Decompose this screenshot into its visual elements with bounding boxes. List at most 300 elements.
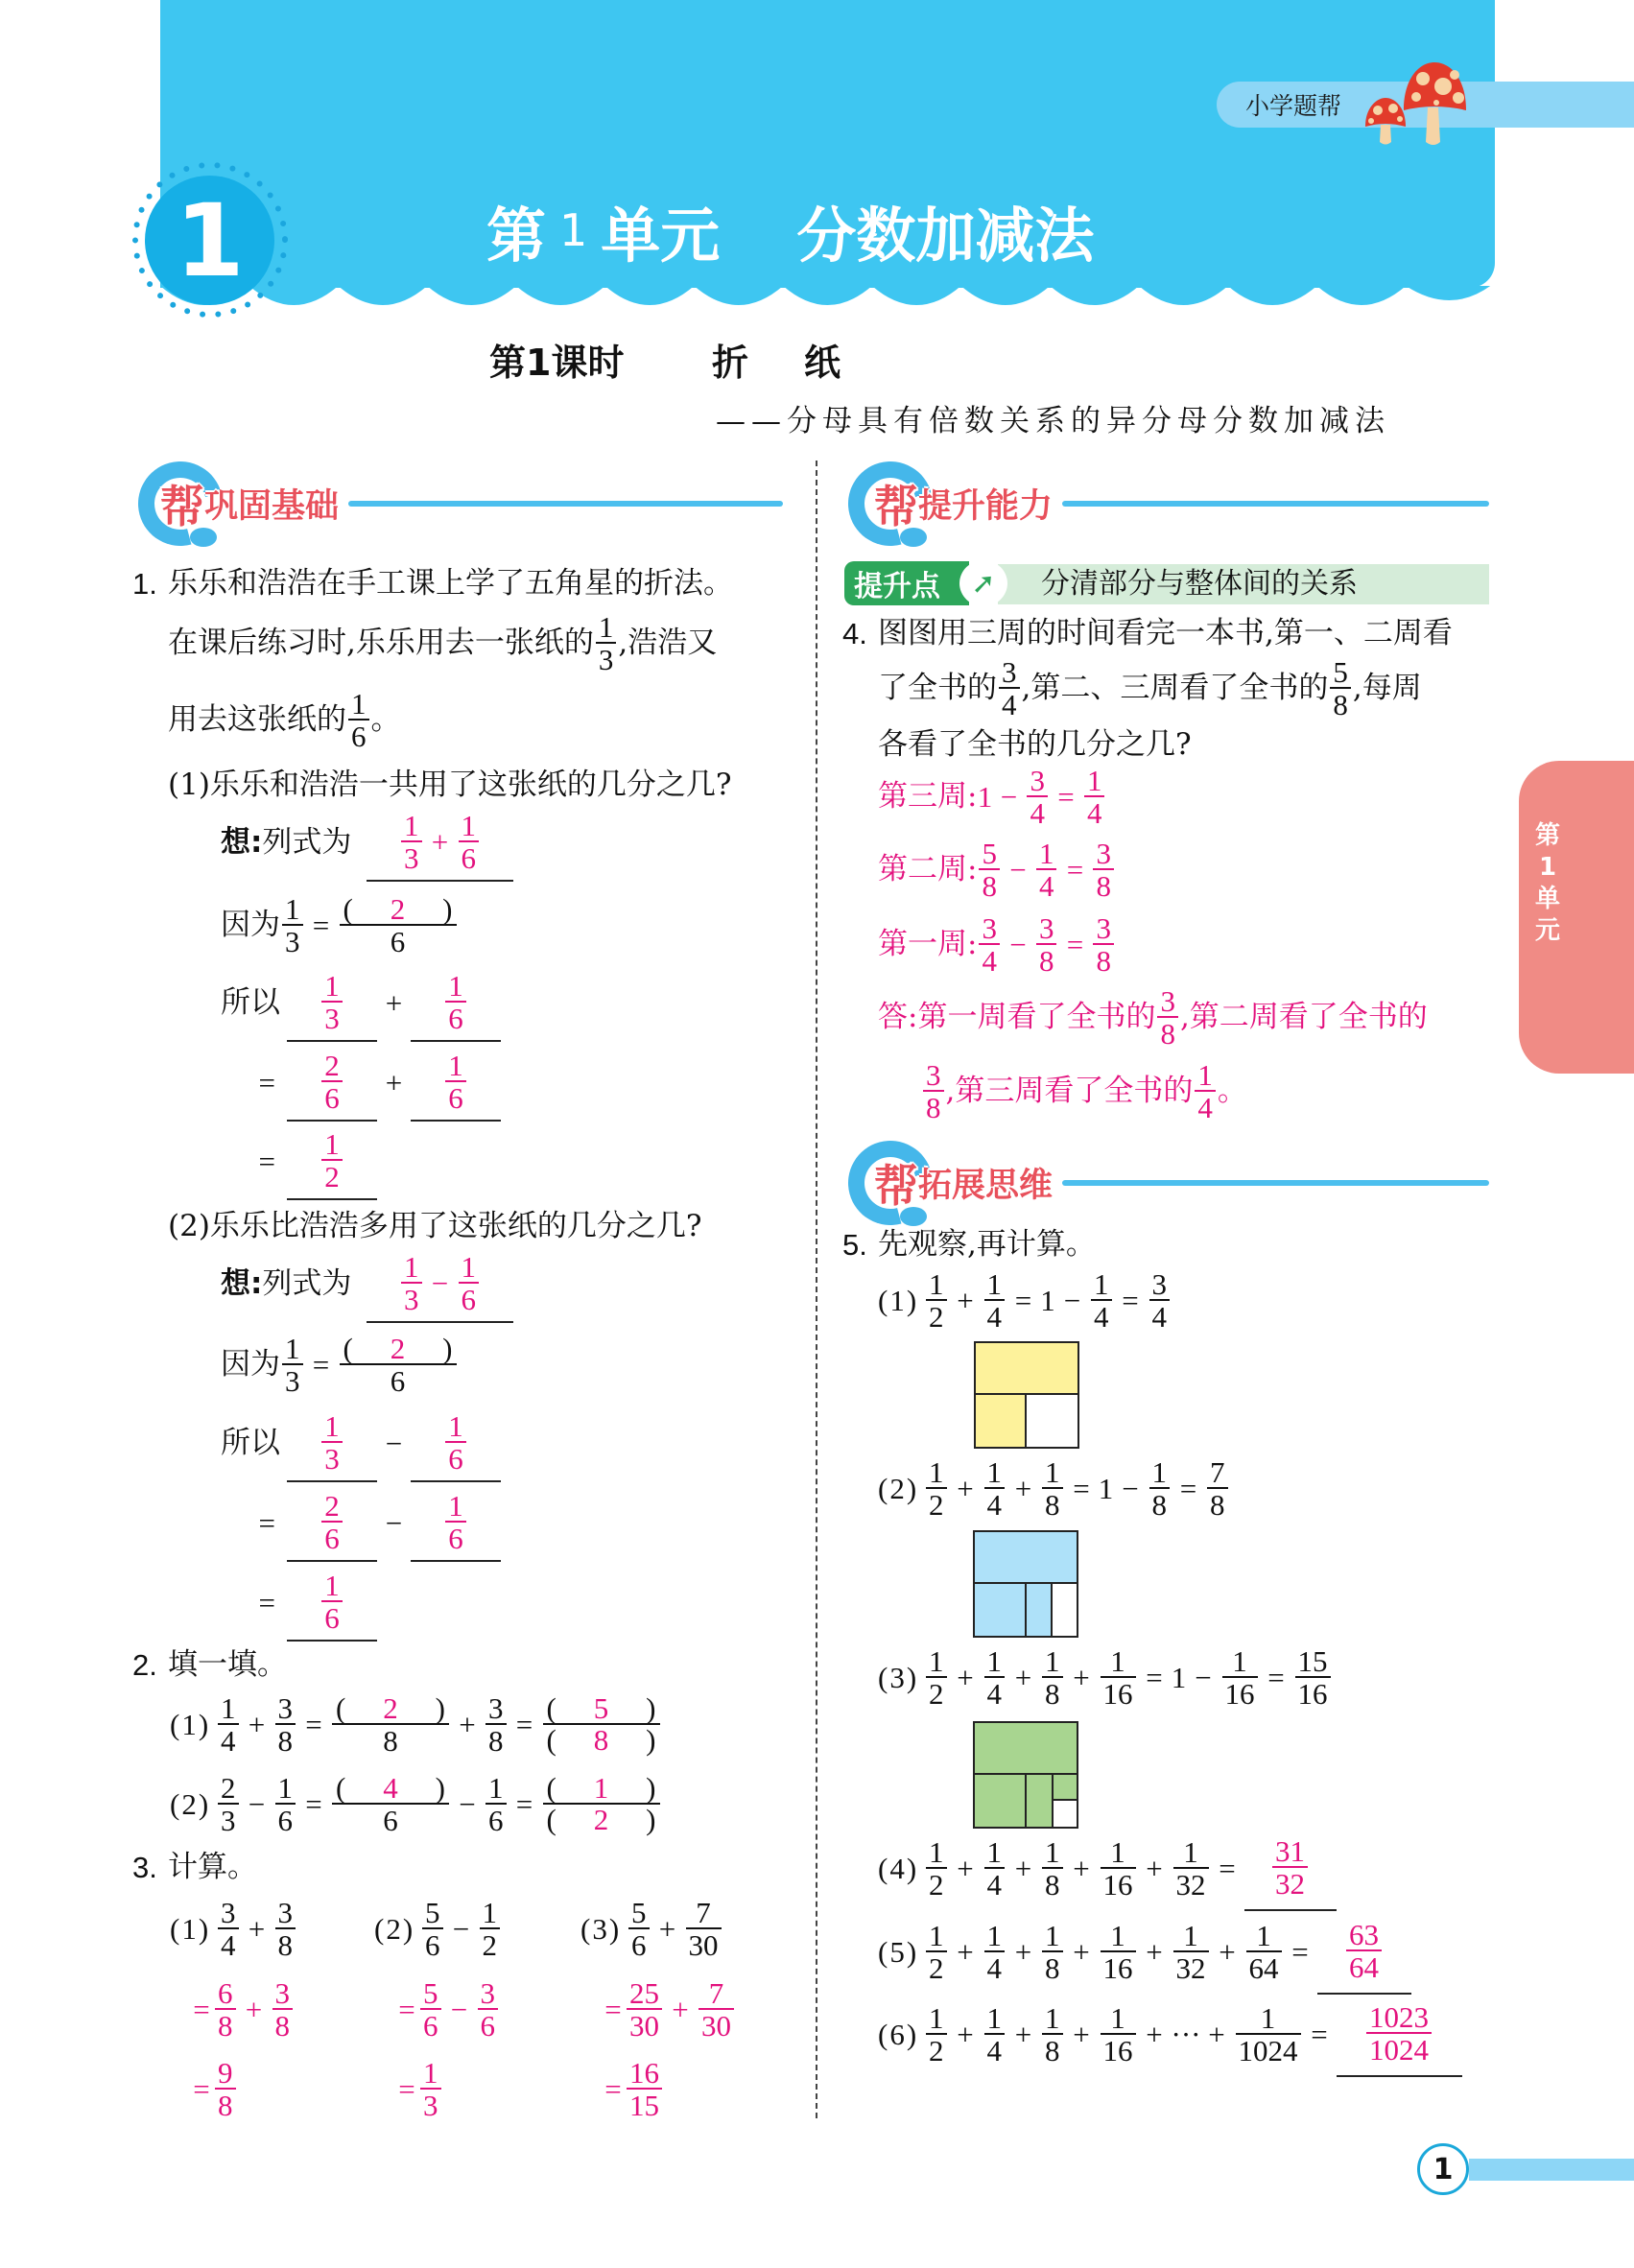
- left-paren: (: [343, 1331, 353, 1365]
- operator: +: [957, 1660, 974, 1694]
- numerator: 5: [628, 1898, 650, 1929]
- denominator: 6: [488, 1803, 504, 1837]
- numerator: 1: [282, 1334, 303, 1365]
- equals-sign: =: [258, 1585, 275, 1619]
- numerator: 3: [275, 1898, 296, 1929]
- operator: +: [1014, 1851, 1032, 1885]
- fraction: [218, 1690, 239, 1758]
- item-label: (5): [878, 1934, 919, 1969]
- denominator: 4: [1038, 868, 1054, 903]
- fraction: [459, 808, 480, 875]
- fraction: [215, 1975, 236, 2043]
- numerator: 1: [984, 1269, 1006, 1301]
- question-text: 先观察,再计算。: [878, 1226, 1096, 1262]
- operator: +: [385, 1065, 403, 1099]
- diagram-half: [975, 1532, 1077, 1584]
- numerator: 1: [445, 971, 466, 1003]
- operator: −: [248, 1786, 266, 1821]
- fraction: [926, 1266, 947, 1334]
- q5-item-5: [878, 1908, 1411, 1995]
- answer-blank: [287, 1404, 377, 1482]
- lesson-number: 第1课时: [489, 342, 625, 384]
- numerator-answer: 4: [383, 1770, 398, 1805]
- item-label: (1): [170, 1911, 211, 1946]
- operator: +: [1014, 1660, 1032, 1694]
- equals-sign: =: [258, 1065, 275, 1099]
- denominator: 2: [929, 1950, 944, 1985]
- fraction: [321, 1568, 343, 1635]
- fraction: [321, 968, 343, 1035]
- fraction: [686, 1895, 722, 1962]
- numerator: 3: [979, 913, 1000, 945]
- question-text: 各看了全书的几分之几?: [878, 726, 1192, 762]
- fraction: [1272, 1833, 1308, 1901]
- solution-label: 第三周:: [878, 778, 978, 814]
- ellipsis: ···: [1171, 2017, 1201, 2051]
- left-paren: (: [546, 1771, 557, 1805]
- numerator: 16: [627, 2058, 662, 2090]
- denominator: 4: [986, 1950, 1002, 1985]
- answer-blank: [1337, 1991, 1462, 2077]
- fraction: [459, 1249, 480, 1316]
- diagram-half: [976, 1343, 1077, 1395]
- fraction: [1101, 1643, 1136, 1711]
- page-number: 1: [1417, 2143, 1469, 2195]
- numerator: 1: [401, 1252, 422, 1284]
- operator: +: [1146, 1851, 1163, 1885]
- q5-item-2: [878, 1450, 1230, 1526]
- denominator: 4: [986, 1867, 1002, 1902]
- denominator-answer: 2: [593, 1803, 609, 1836]
- right-paren: ): [646, 1723, 656, 1757]
- denominator: 3: [423, 2088, 438, 2122]
- numerator: 2: [218, 1773, 239, 1805]
- answer-blank: [411, 1404, 501, 1482]
- equals-sign: =: [1066, 927, 1084, 961]
- diagram-quarter: [975, 1584, 1027, 1636]
- numerator: 5: [422, 1898, 443, 1929]
- operator: −: [1009, 852, 1027, 886]
- q4-solution-week1: [878, 906, 1116, 982]
- unit-title-topic: 分数加减法: [796, 200, 1095, 271]
- numerator: 1: [926, 1269, 947, 1301]
- denominator: 8: [218, 2088, 233, 2122]
- answer-blank: [411, 963, 501, 1042]
- numerator: 3: [1149, 1269, 1171, 1301]
- fraction: [596, 609, 617, 676]
- numerator: 1: [984, 2003, 1006, 2035]
- numerator: 1: [1042, 2003, 1063, 2035]
- denominator: 8: [982, 868, 997, 903]
- q3-item-1-problem: [170, 1890, 297, 1967]
- answer-blank: [287, 1043, 377, 1122]
- denominator: 8: [274, 2008, 290, 2043]
- fraction: [984, 1918, 1006, 1985]
- numerator: 1: [1246, 1921, 1282, 1952]
- numerator: 3: [1157, 986, 1178, 1018]
- denominator: 15: [629, 2088, 659, 2122]
- operator: +: [1073, 2017, 1090, 2051]
- right-paren: ): [435, 1770, 445, 1805]
- sub-question-text: (2)乐乐比浩浩多用了这张纸的几分之几?: [168, 1208, 702, 1243]
- left-paren: (: [546, 1691, 557, 1725]
- denominator: 6: [390, 924, 406, 958]
- q3-item-2-step: [395, 1971, 500, 2047]
- fraction: [627, 2055, 662, 2122]
- fraction: [445, 1488, 466, 1555]
- answer-text: ,第二周看了全书的: [1179, 999, 1428, 1034]
- denominator: 6: [448, 1001, 463, 1035]
- fraction: [1246, 1918, 1282, 1985]
- answer-blank: [1244, 1825, 1337, 1911]
- equals-sign: =: [1066, 852, 1084, 886]
- numerator: 7: [686, 1898, 722, 1929]
- operator: +: [1073, 1660, 1090, 1694]
- numerator: 5: [979, 839, 1000, 870]
- fraction: [401, 1249, 422, 1316]
- operator: +: [1014, 1934, 1032, 1969]
- lesson-name-char: 纸: [804, 342, 841, 384]
- denominator: 64: [1248, 1950, 1279, 1985]
- q3-item-2-result: [395, 2050, 443, 2127]
- q1-line-2: [168, 604, 717, 681]
- numerator: 2: [321, 1491, 343, 1523]
- fraction: [422, 1895, 443, 1962]
- operator: +: [1219, 1934, 1236, 1969]
- fraction: [1207, 1454, 1228, 1522]
- fraction: [926, 1918, 947, 1985]
- numerator: 1: [1195, 1060, 1216, 1092]
- denominator: 30: [701, 2008, 731, 2043]
- denominator: 3: [324, 1001, 340, 1035]
- equals-sign: =: [1311, 2017, 1328, 2051]
- numerator: 9: [215, 2058, 236, 2090]
- item-label: (2): [170, 1786, 211, 1821]
- operator: +: [1014, 1471, 1032, 1505]
- denominator: [543, 1725, 660, 1755]
- numerator: 3: [218, 1898, 239, 1929]
- item-label: (3): [878, 1660, 919, 1694]
- fraction-diagram-blue: [973, 1530, 1078, 1638]
- fraction: [1149, 1266, 1171, 1334]
- think-text: 列式为: [262, 824, 352, 860]
- numerator: [340, 891, 457, 926]
- section-rule: [1062, 1180, 1489, 1186]
- q5-item-6: [878, 1991, 1462, 2077]
- fraction-diagram-green: [973, 1721, 1078, 1829]
- section-title: 提升能力: [918, 487, 1054, 526]
- fraction: [984, 1454, 1006, 1522]
- right-paren: ): [646, 1771, 656, 1805]
- numerator: 1: [1101, 1837, 1136, 1869]
- fraction: [218, 1770, 239, 1837]
- question-text: 乐乐和浩浩在手工课上学了五角星的折法。: [168, 565, 733, 601]
- fraction: [282, 891, 303, 958]
- diagram-eighth: [1027, 1584, 1053, 1636]
- numerator: 31: [1272, 1836, 1308, 1868]
- fraction: [275, 1770, 296, 1837]
- think-label: [221, 1265, 367, 1301]
- right-paren: ): [442, 891, 453, 926]
- numerator: 3: [923, 1060, 944, 1092]
- fraction: [485, 1690, 507, 1758]
- denominator: 4: [1002, 687, 1017, 721]
- numerator: 63: [1346, 1920, 1382, 1951]
- section-header-improve: [844, 459, 1489, 549]
- operator: +: [957, 1471, 974, 1505]
- denominator: 8: [1160, 1016, 1175, 1051]
- fraction: [420, 1975, 441, 2043]
- denominator: 8: [926, 1090, 941, 1124]
- equals-sign: =: [1291, 1934, 1309, 1969]
- operator: +: [1014, 2017, 1032, 2051]
- fraction: [627, 1975, 662, 2043]
- question-text: 用去这张纸的: [168, 701, 346, 737]
- equals-sign: =: [1179, 1471, 1197, 1505]
- item-label: (4): [878, 1851, 919, 1885]
- lesson-subtitle-text: ——分母具有倍数关系的异分母分数加减法: [716, 403, 1390, 438]
- denominator: 4: [986, 1487, 1002, 1522]
- fraction: [1173, 1834, 1209, 1902]
- operator: +: [1146, 2017, 1163, 2051]
- denominator: 8: [1333, 687, 1348, 721]
- denominator: [543, 1805, 660, 1834]
- think-label: [221, 824, 367, 860]
- numerator: 6: [215, 1978, 236, 2010]
- denominator-answer: 8: [593, 1723, 609, 1757]
- fraction: [628, 1895, 650, 1962]
- denominator: 8: [1096, 868, 1111, 903]
- equals-sign: =: [1057, 779, 1075, 814]
- lesson-title: [489, 338, 624, 388]
- operator: −: [1063, 1283, 1081, 1317]
- denominator: 8: [488, 1723, 504, 1758]
- denominator: 8: [218, 2008, 233, 2043]
- numerator: 1: [321, 971, 343, 1003]
- numerator: 1: [445, 1491, 466, 1523]
- denominator: 4: [986, 1676, 1002, 1711]
- numerator: 1: [321, 1129, 343, 1161]
- denominator: 4: [986, 2033, 1002, 2067]
- numerator-answer: 2: [390, 1331, 406, 1365]
- numerator: [332, 1770, 449, 1805]
- item-label: (6): [878, 2017, 919, 2051]
- fraction: [1101, 1918, 1136, 1985]
- denominator: 3: [404, 1282, 419, 1316]
- numerator: 5: [420, 1978, 441, 2010]
- denominator: 4: [221, 1723, 236, 1758]
- operator: +: [1073, 1934, 1090, 1969]
- denominator: 8: [277, 1927, 293, 1962]
- denominator: 2: [929, 2033, 944, 2067]
- fraction: [1042, 1918, 1063, 1985]
- fraction: [1101, 2000, 1136, 2067]
- numerator: 3: [1036, 913, 1057, 945]
- operator: −: [385, 1426, 403, 1460]
- fraction: [1036, 910, 1057, 978]
- numerator: 1: [1091, 1269, 1112, 1301]
- fraction: [1366, 1999, 1432, 2067]
- q5-item-1: [878, 1262, 1172, 1338]
- answer-blank: [367, 803, 513, 882]
- denominator: 4: [1030, 795, 1045, 830]
- question-number: 4.: [842, 616, 867, 650]
- denominator: 2: [929, 1487, 944, 1522]
- fraction: [321, 1126, 343, 1193]
- operator: −: [431, 1265, 449, 1300]
- numerator-answer: 2: [383, 1690, 398, 1725]
- numerator: 3: [999, 657, 1020, 689]
- denominator: 3: [221, 1803, 236, 1837]
- denominator: 8: [383, 1723, 398, 1758]
- fraction: [480, 1895, 501, 1962]
- numerator: 1: [926, 1921, 947, 1952]
- q3-item-3-result: [602, 2050, 664, 2127]
- question-text: 在课后练习时,乐乐用去一张纸的: [168, 625, 594, 660]
- equals-sign: =: [604, 2071, 622, 2106]
- numerator: [543, 1773, 660, 1805]
- equals-sign: =: [258, 1505, 275, 1540]
- question-number: 2.: [132, 1647, 157, 1682]
- denominator: 16: [1224, 1676, 1255, 1711]
- denominator: 2: [324, 1159, 340, 1193]
- answer-blank: [367, 1244, 513, 1323]
- denominator: 16: [1102, 1950, 1133, 1985]
- numerator: 1: [1173, 1921, 1209, 1952]
- numerator: 1: [1101, 1646, 1136, 1678]
- sub-question-text: (1)乐乐和浩浩一共用了这张纸的几分之几?: [168, 767, 732, 802]
- lesson-name: [712, 338, 841, 388]
- equals-sign: =: [1122, 1283, 1139, 1317]
- denominator: 6: [461, 1282, 476, 1316]
- denominator: 16: [1297, 1676, 1328, 1711]
- column-divider: [816, 461, 817, 2118]
- answer-blank: [411, 1043, 501, 1122]
- denominator: 6: [390, 1363, 406, 1398]
- numerator: 1: [1084, 766, 1105, 797]
- numerator: 1: [984, 1837, 1006, 1869]
- left-paren: (: [546, 1803, 557, 1836]
- fraction: [926, 2000, 947, 2067]
- denominator: 8: [1045, 2033, 1060, 2067]
- fraction: [699, 1975, 734, 2043]
- operator: +: [1073, 1851, 1090, 1885]
- section-header-basic: [134, 459, 783, 549]
- section-mark: 帮: [874, 1160, 918, 1212]
- operator: +: [1208, 2017, 1225, 2051]
- item-label: (1): [170, 1707, 211, 1741]
- operator: −: [452, 1911, 470, 1946]
- numerator: 1: [984, 1921, 1006, 1952]
- numerator: 1023: [1366, 2002, 1432, 2034]
- question-text: 图图用三周的时间看完一本书,第一、二周看: [878, 615, 1453, 650]
- equals-sign: =: [1146, 1660, 1163, 1694]
- fraction: [1236, 2000, 1301, 2067]
- fraction: [321, 1048, 343, 1115]
- fraction: [275, 1895, 296, 1962]
- tab-char: 1: [1538, 853, 1557, 882]
- fraction: [1173, 1918, 1209, 1985]
- denominator: 2: [929, 1867, 944, 1902]
- left-paren: (: [343, 891, 353, 926]
- whole-number: 1: [1098, 1471, 1114, 1505]
- q1-part2-so-row-1: [221, 1404, 501, 1482]
- equals-sign: =: [1073, 1471, 1090, 1505]
- q4-solution-week3: [878, 758, 1106, 835]
- fill-in-fraction: [543, 1773, 660, 1834]
- denominator: 32: [1175, 1867, 1206, 1902]
- equals-sign: =: [604, 1992, 622, 2026]
- fill-in-fraction: [332, 1770, 449, 1837]
- numerator: 1: [459, 811, 480, 842]
- fraction: [979, 910, 1000, 978]
- q4-answer-line-1: [878, 979, 1428, 1055]
- numerator-answer: 5: [593, 1691, 609, 1725]
- numerator: 1: [1042, 1837, 1063, 1869]
- answer-blank: [287, 1483, 377, 1562]
- left-paren: (: [546, 1723, 557, 1757]
- section-rule: [348, 501, 783, 507]
- denominator: 8: [1210, 1487, 1225, 1522]
- denominator: 8: [277, 1723, 293, 1758]
- item-label: (2): [374, 1911, 415, 1946]
- fraction: [1195, 1057, 1216, 1124]
- numerator: 1: [1036, 839, 1057, 870]
- fraction: [1027, 763, 1048, 830]
- numerator: 15: [1295, 1646, 1331, 1678]
- fraction: [926, 1643, 947, 1711]
- equals-sign: =: [193, 1992, 210, 2026]
- denominator: 64: [1349, 1949, 1379, 1984]
- numerator: 1: [282, 894, 303, 926]
- fraction-diagram-yellow: [974, 1341, 1079, 1449]
- lesson-name-char: 折: [712, 342, 749, 384]
- denominator: 6: [448, 1080, 463, 1115]
- fraction: [1093, 910, 1114, 978]
- denominator: 16: [1102, 1867, 1133, 1902]
- denominator: 30: [688, 1927, 719, 1962]
- unit-title-number: 1: [559, 204, 588, 256]
- numerator: 1: [275, 1773, 296, 1805]
- mushroom-icon: [1358, 58, 1473, 149]
- fraction: [984, 1266, 1006, 1334]
- q1-part1-because-row: [221, 886, 459, 963]
- denominator: 2: [929, 1676, 944, 1711]
- operator: +: [672, 1992, 689, 2026]
- fraction: [1295, 1643, 1331, 1711]
- question-text: ,每周: [1352, 670, 1422, 705]
- tab-char: 第: [1534, 821, 1560, 850]
- numerator: 7: [1207, 1457, 1228, 1489]
- numerator: 1: [984, 1457, 1006, 1489]
- denominator: 6: [480, 2008, 495, 2043]
- denominator: 4: [1197, 1090, 1213, 1124]
- q5-item-4: [878, 1825, 1337, 1911]
- fraction: [218, 1895, 239, 1962]
- right-paren: ): [442, 1331, 453, 1365]
- equals-sign: =: [1014, 1283, 1032, 1317]
- fraction: [485, 1770, 507, 1837]
- q1-part2-so-row-2: [221, 1483, 501, 1562]
- denominator: 32: [1275, 1866, 1305, 1901]
- numerator: 1: [1042, 1646, 1063, 1678]
- denominator: 6: [383, 1803, 398, 1837]
- denominator: 6: [324, 1080, 340, 1115]
- denominator: 2: [929, 1299, 944, 1334]
- fraction: [926, 1454, 947, 1522]
- question-text: 计算。: [168, 1849, 257, 1884]
- numerator: 1: [420, 2058, 441, 2090]
